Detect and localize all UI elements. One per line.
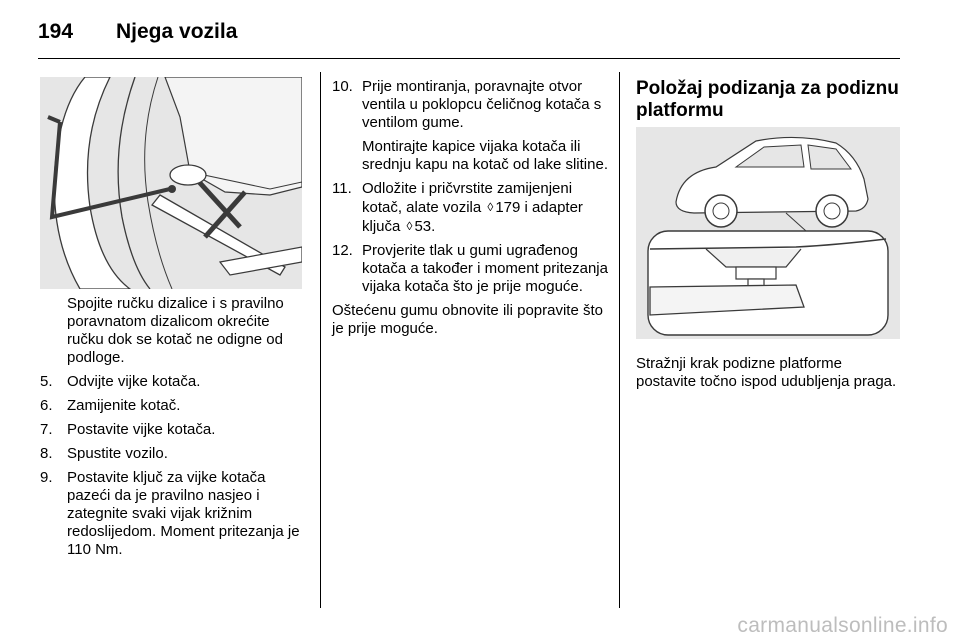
step-text: Postavite vijke kotača.: [67, 421, 216, 438]
step-number: 8.: [40, 445, 53, 462]
step-number: 7.: [40, 421, 53, 438]
header-rule: [38, 58, 900, 59]
step-text: i adapter ključa: [362, 199, 583, 235]
intro-paragraph: Spojite ručku dizalice i s pravilno poravnatom dizalicom okrećite ručku dok se kotač ne odigne od podloge.: [67, 295, 284, 366]
list-item: [40, 421, 302, 439]
middle-column: [332, 78, 608, 344]
page-reference-icon: ◊: [406, 219, 413, 233]
step-text: Postavite ključ za vijke kotača pazeći da je pravilno nasjeo i zategnite svaki vijak križnim redoslijedom. Moment pritezanja je 110 Nm.: [67, 469, 300, 558]
step-number: 10.: [332, 78, 353, 95]
step-continuation: Montirajte kapice vijaka kotača ili srednju kapu na kotač od lake slitine.: [362, 138, 608, 173]
page-reference: 179: [495, 199, 521, 216]
page-header: [38, 10, 900, 58]
step-number: 9.: [40, 469, 53, 486]
right-column: [636, 78, 900, 122]
jack-illustration-drawing: [40, 77, 302, 289]
watermark: carmanualsonline.info: [737, 614, 948, 637]
right-column-caption: [636, 355, 900, 397]
list-item: [332, 180, 608, 236]
step-text: Zamijenite kotač.: [67, 397, 181, 414]
page-reference: 53: [414, 218, 432, 235]
page-reference-icon: ◊: [487, 200, 494, 214]
step-number: 12.: [332, 242, 353, 259]
list-item: [40, 469, 302, 559]
step-number: 11.: [332, 180, 352, 197]
list-item: [332, 78, 608, 174]
list-item: [40, 397, 302, 415]
figure-caption: Stražnji krak podizne platforme postavite točno ispod udubljenja praga.: [636, 355, 897, 390]
section-heading: Položaj podizanja za podiznu platformu: [636, 78, 899, 121]
jack-illustration: [40, 77, 302, 289]
car-lift-illustration: [636, 127, 900, 339]
column-divider: [619, 72, 620, 608]
step-text: Spustite vozilo.: [67, 445, 168, 462]
page-number: 194: [38, 20, 74, 43]
car-lift-illustration-drawing: [636, 127, 900, 339]
left-column: [40, 295, 302, 565]
step-text: Odvijte vijke kotača.: [67, 373, 201, 390]
step-text: Provjerite tlak u gumi ugrađenog kotača a također i moment pritezanja vijaka kotača što je prije moguće.: [362, 242, 608, 295]
step-text: Prije montiranja, poravnajte otvor ventila u poklopcu čeličnog kotača s ventilom gume.: [362, 78, 602, 131]
step-number: 6.: [40, 397, 53, 414]
step-number: 5.: [40, 373, 53, 390]
list-item: [40, 373, 302, 391]
list-item: [40, 445, 302, 463]
step-text: Odložite i pričvrstite zamijenjeni kotač, alate vozila: [362, 180, 573, 216]
step-text: .: [431, 218, 436, 235]
column-divider: [320, 72, 321, 608]
closing-paragraph: Oštećenu gumu obnovite ili popravite što je prije moguće.: [332, 302, 603, 337]
list-item: [332, 242, 608, 296]
page-title: Njega vozila: [116, 20, 238, 43]
